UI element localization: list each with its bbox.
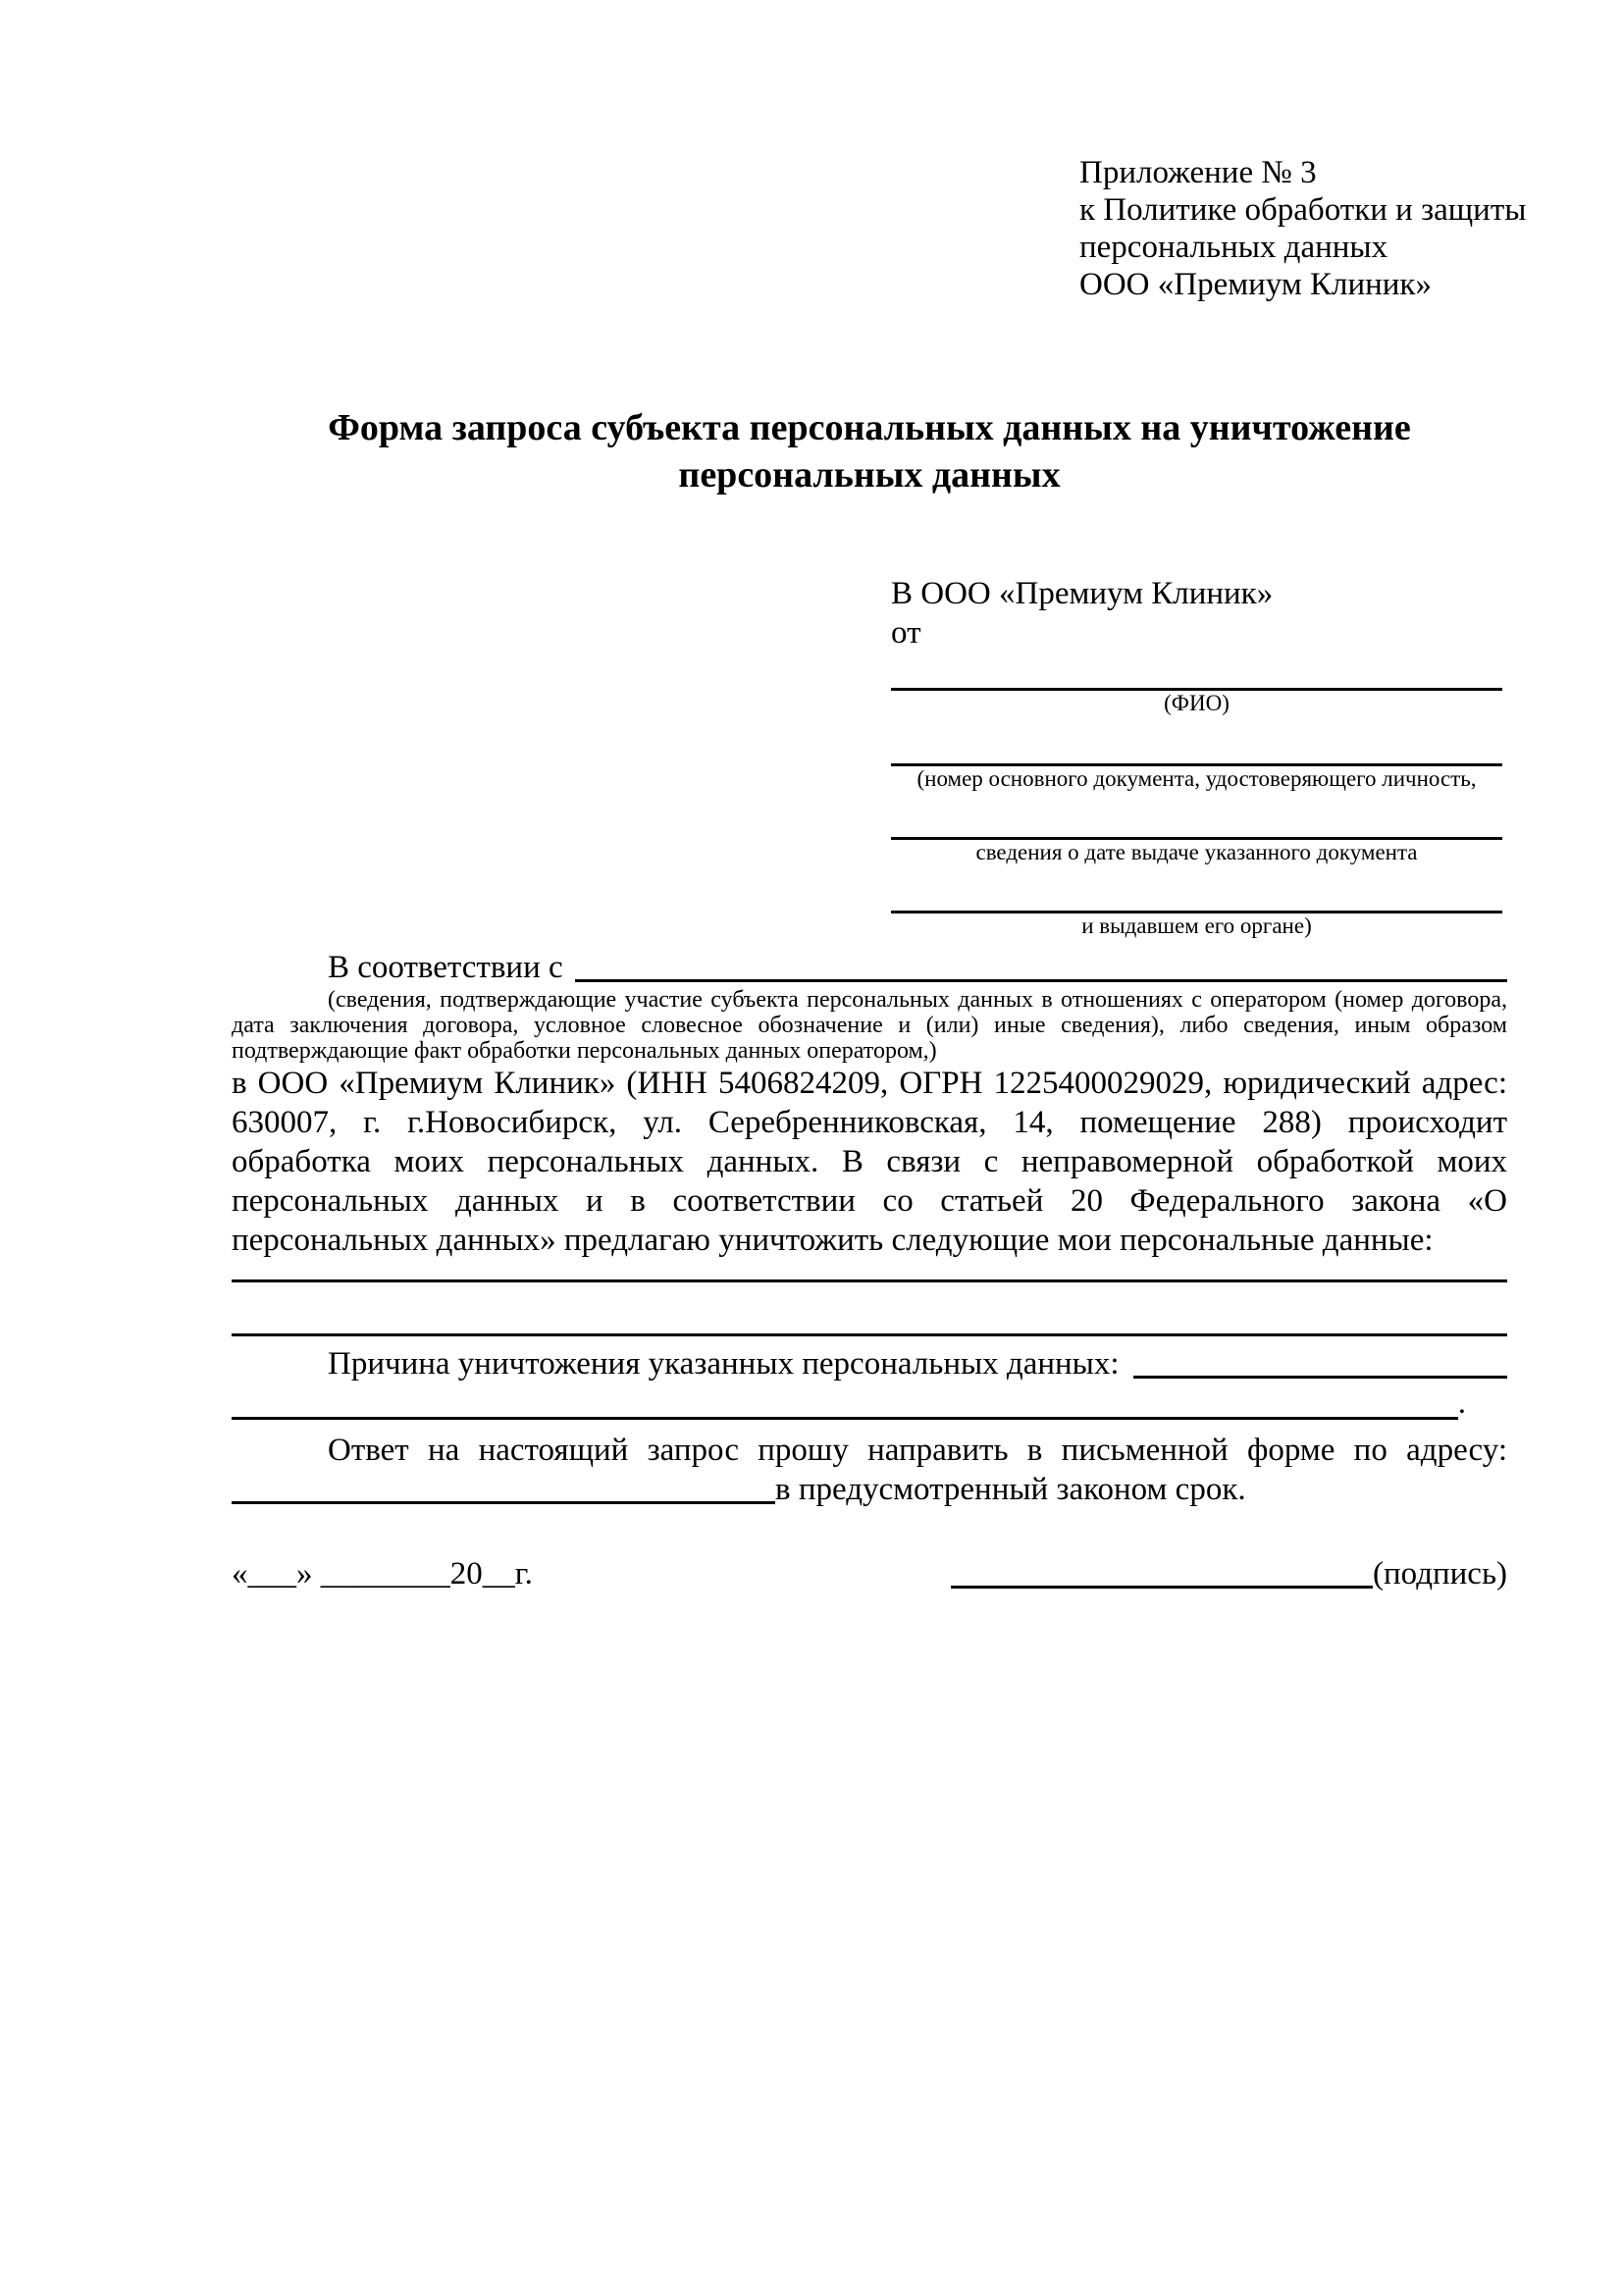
fio-caption: (ФИО)	[1164, 691, 1230, 715]
appendix-note-line: ООО «Премиум Клиник»	[1079, 267, 1432, 302]
reason-field-line-2[interactable]	[232, 1383, 1458, 1420]
addressee-to: В ООО «Премиум Клиник»	[891, 576, 1274, 611]
accordance-field-line[interactable]	[575, 979, 1507, 982]
reason-label: Причина уничтожения указанных персональных данных:	[328, 1346, 1120, 1382]
date-field[interactable]: «___» ________20__г.	[232, 1556, 533, 1592]
response-paragraph: Ответ на настоящий запрос прошу направить в письменной форме по адресу:	[328, 1433, 1507, 1468]
appendix-note	[1079, 154, 1526, 303]
footer-row	[232, 1554, 1507, 1593]
signature-group	[951, 1554, 1507, 1593]
address-field-line[interactable]	[232, 1501, 775, 1504]
accordance-note: (сведения, подтверждающие участие субъекта персональных данных в отношениях с оператором (номер договора, дата заключения договора, условное словесное обозначение и (или) иные сведения), либо сведения, иным образом подтверждающие факт обработки персональных данных оператором,)	[232, 987, 1507, 1064]
page-title	[232, 404, 1507, 498]
addressee-from-label: от	[891, 615, 921, 651]
response-tail-row	[232, 1470, 1507, 1509]
signature-caption: (подпись)	[1373, 1556, 1507, 1592]
issuing-authority-caption: и выдавшем его органе)	[1081, 913, 1312, 938]
response-tail-text: в предусмотренный законом срок.	[775, 1472, 1246, 1507]
addressee-block	[891, 574, 1502, 939]
issuing-authority-field-line[interactable]	[891, 865, 1502, 913]
main-paragraph: в ООО «Премиум Клиник» (ИНН 5406824209, ОГРН 1225400029029, юридический адрес: 630007, г. г.Новосибирск, ул. Серебренниковская, 14, помещение 288) происходит обработка моих персональных данных. В связи с неправомерной обработкой моих персональных данных и в соответствии со статьей 20 Федерального закона «О персональных данных» предлагаю уничтожить следующие мои персональные данные:	[232, 1066, 1507, 1258]
accordance-row	[232, 948, 1507, 987]
signature-field-line[interactable]	[951, 1586, 1373, 1589]
body-column	[232, 948, 1507, 1593]
reason-continuation-row	[232, 1383, 1466, 1425]
appendix-note-line: Приложение № 3	[1079, 155, 1317, 190]
fio-field-line[interactable]	[891, 652, 1502, 691]
document-number-caption: (номер основного документа, удостоверяющего личность,	[916, 766, 1477, 791]
reason-field-line[interactable]	[1133, 1376, 1507, 1379]
page-title-text: Форма запроса субъекта персональных данных на уничтожение персональных данных	[328, 407, 1411, 496]
issue-date-field-line[interactable]	[891, 792, 1502, 840]
issue-date-caption: сведения о дате выдаче указанного документа	[975, 840, 1418, 864]
personal-data-field-line-1[interactable]	[232, 1260, 1507, 1282]
reason-row	[232, 1344, 1507, 1383]
appendix-note-line: персональных данных	[1079, 230, 1388, 265]
document-number-field-line[interactable]	[891, 716, 1502, 766]
accordance-label: В соответствии с	[328, 950, 563, 985]
appendix-note-line: к Политике обработки и защиты	[1079, 192, 1527, 228]
period-text: .	[1457, 1385, 1466, 1421]
personal-data-field-line-2[interactable]	[232, 1282, 1507, 1336]
